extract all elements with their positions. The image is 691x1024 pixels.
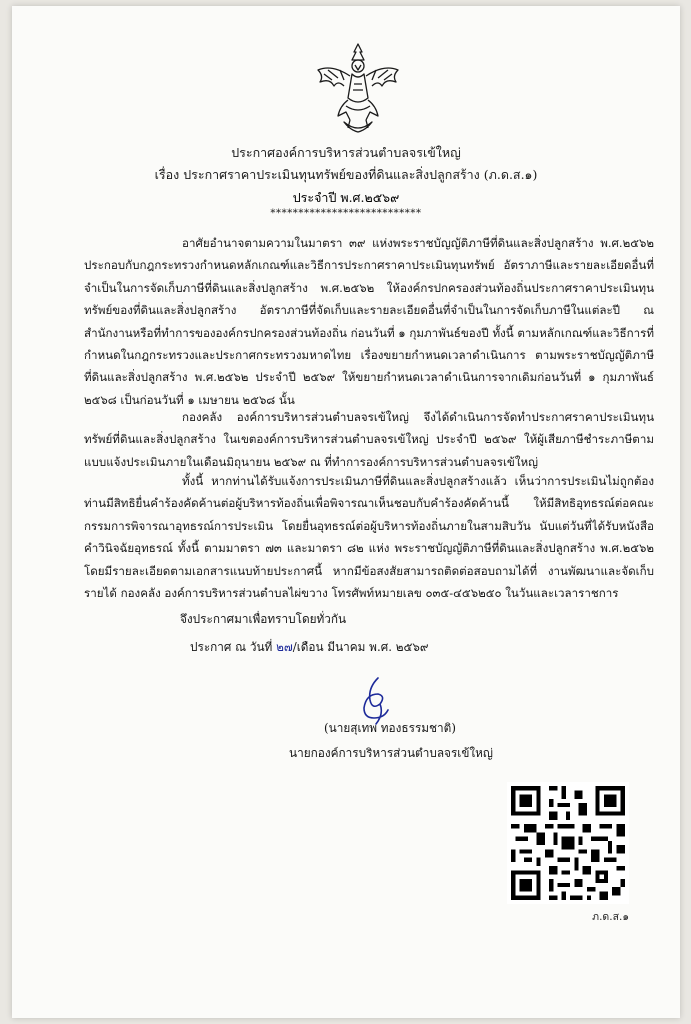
signer-name: (นายสุเทพ ทองธรรมชาติ) [324,721,456,735]
date-suffix: /เดือน มีนาคม พ.ศ. ๒๕๖๙ [292,640,429,654]
signer-title: นายกองค์การบริหารส่วนตำบลจรเข้ใหญ่ [289,746,493,760]
announcement-date [190,638,429,657]
announcement-subject: เรื่อง ประกาศราคาประเมินทุนทรัพย์ของที่ดินและสิ่งปลูกสร้าง (ภ.ด.ส.๑) [154,167,538,182]
date-day: ๒๗ [276,640,293,654]
qr-code-icon[interactable] [507,782,629,904]
star-divider: *************************** [270,208,422,219]
body-paragraph-3: ทั้งนี้ หากท่านได้รับแจ้งการประเมินภาษีที่ดินและสิ่งปลูกสร้างแล้ว เห็นว่าการประเมินไม่ถูกต้อง ท่านมีสิทธิยื่นคำร้องคัดค้านต่อผู้บริหารท้องถิ่นเพื่อพิจารณาเห็นชอบกับคำร้องคัดค้านนี้ ให้มีสิทธิอุทธรณ์ต่อคณะกรรมการพิจารณาอุทธรณ์การประเมิน โดยยื่นอุทธรณ์ต่อผู้บริหารท้องถิ่นภายในสามสิบวัน นับแต่วันที่ได้รับหนังสือคำวินิจฉัยอุทธรณ์ ทั้งนี้ ตามมาตรา ๗๓ และมาตรา ๘๒ แห่ง พระราชบัญญัติภาษีที่ดินและสิ่งปลูกสร้าง พ.ศ.๒๕๖๒ โดยมีรายละเอียดตามเอกสารแนบท้ายประกาศนี้ หากมีข้อสงสัยสามารถติดต่อสอบถามได้ที่ งานพัฒนาและจัดเก็บรายได้ กองคลัง องค์การบริหารส่วนตำบลไผ่ขวาง โทรศัพท์หมายเลข ๐๓๕-๔๕๖๒๕๐ ในวันและเวลาราชการ [84,474,654,601]
body-paragraph-2: กองคลัง องค์การบริหารส่วนตำบลจรเข้ใหญ่ จึงได้ดำเนินการจัดทำประกาศราคาประเมินทุนทรัพย์ที่ดินและสิ่งปลูกสร้าง ในเขตองค์การบริหารส่วนตำบลจรเข้ใหญ่ ประจำปี ๒๕๖๙ ให้ผู้เสียภาษีชำระภาษีตามแบบแจ้งประเมินภายในเดือนมิถุนายน ๒๕๖๙ ณ ที่ทำการองค์การบริหารส่วนตำบลจรเข้ใหญ่ [84,410,654,469]
garuda-emblem-icon [310,40,406,140]
body-paragraph-1: อาศัยอำนาจตามความในมาตรา ๓๙ แห่งพระราชบัญญัติภาษีที่ดินและสิ่งปลูกสร้าง พ.ศ.๒๕๖๒ ประกอบกับกฎกระทรวงกำหนดหลักเกณฑ์และวิธีการประกาศราคาประเมินทุนทรัพย์ อัตราภาษีและรายละเอียดอื่นที่จำเป็นในการจัดเก็บภาษีที่ดินและสิ่งปลูกสร้าง พ.ศ.๒๕๖๒ ให้องค์กรปกครองส่วนท้องถิ่นประกาศราคาประเมินทุนทรัพย์ของที่ดินและสิ่งปลูกสร้าง อัตราภาษีที่จัดเก็บและรายละเอียดอื่นที่จำเป็นในการจัดเก็บภาษีในแต่ละปี ณ สำนักงานหรือที่ทำการขององค์กรปกครองส่วนท้องถิ่น ก่อนวันที่ ๑ กุมภาพันธ์ของปี ทั้งนี้ ตามหลักเกณฑ์และวิธีการที่กำหนดในกฎกระทรวงและประกาศกระทรวงมหาดไทย เรื่องขยายกำหนดเวลาดำเนินการ ตามพระราชบัญญัติภาษีที่ดินและสิ่งปลูกสร้าง พ.ศ.๒๕๖๒ ประจำปี ๒๕๖๙ ให้ขยายกำหนดเวลาดำเนินการจากเดิมก่อนวันที่ ๑ กุมภาพันธ์ ๒๕๖๘ เป็นก่อนวันที่ ๑ เมษายน ๒๕๖๘ นั้น [84,236,654,407]
date-prefix: ประกาศ ณ วันที่ [190,640,273,654]
announcement-title: ประกาศองค์การบริหารส่วนตำบลจรเข้ใหญ่ [231,145,461,160]
qr-label: ภ.ด.ส.๑ [592,911,629,923]
fiscal-year: ประจำปี พ.ศ.๒๕๖๙ [292,190,400,205]
announcement-header [12,142,680,186]
closing-statement: จึงประกาศมาเพื่อทราบโดยทั่วกัน [180,612,347,626]
document-page [12,6,680,1018]
